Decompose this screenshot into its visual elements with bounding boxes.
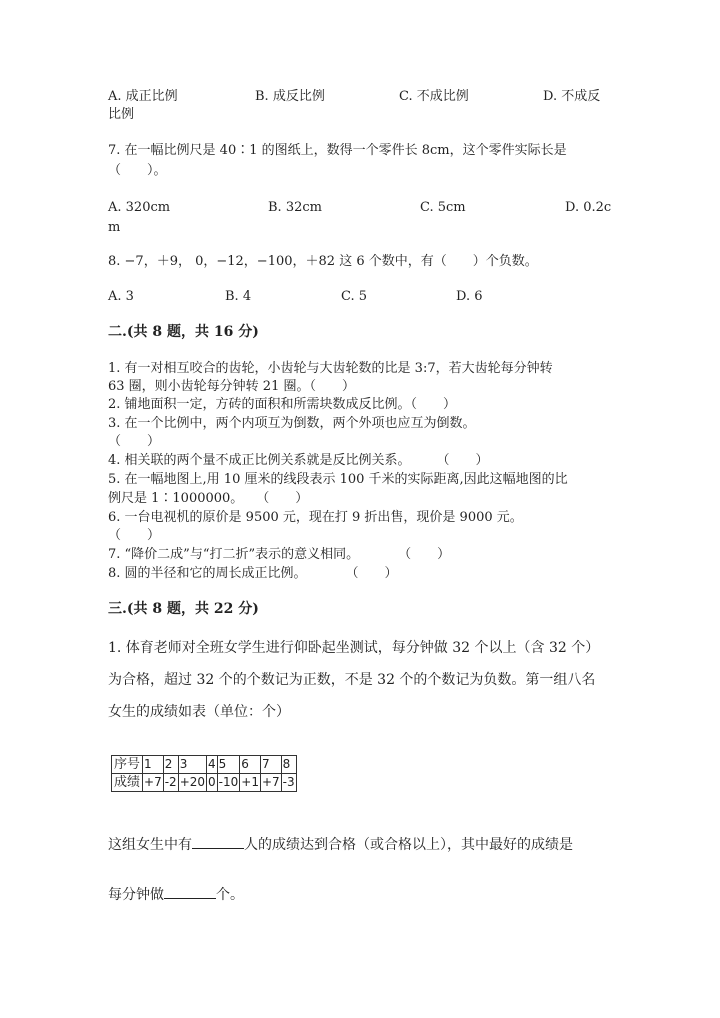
s2-line: 8. 圆的半径和它的周长成正比例。 （ ）	[108, 566, 398, 581]
q8-option-a: A. 3	[108, 289, 134, 304]
table-cell-number: 6	[240, 756, 261, 774]
table-cell-number: 5	[217, 756, 240, 774]
section2-title: 二.(共 8 题，共 16 分)	[108, 324, 259, 340]
s3-q1-fill-line2	[108, 884, 244, 905]
table-cell-number: 4	[207, 756, 218, 774]
table-cell-score: +1	[240, 774, 261, 792]
fill1-prefix: 这组女生中有	[108, 837, 192, 853]
s2-line: 例尺是 1∶1000000。 （ ）	[108, 491, 309, 506]
table-cell-score: +7	[260, 774, 281, 792]
s2-line: 2. 铺地面积一定，方砖的面积和所需块数成反比例。（ ）	[108, 397, 457, 412]
q6-option-c: C. 不成比例	[399, 89, 469, 104]
table-row	[112, 774, 297, 792]
q8-option-d: D. 6	[456, 289, 483, 304]
q8-option-b: B. 4	[225, 289, 252, 304]
q6-option-b: B. 成反比例	[255, 89, 325, 104]
s3-q1-fill-line1	[108, 834, 573, 855]
q6-option-d-wrap: 比例	[108, 107, 135, 122]
q7-option-d-wrap: m	[108, 220, 121, 235]
table-cell-score: 0	[207, 774, 218, 792]
table-cell-number: 8	[281, 756, 296, 774]
q6-option-a: A. 成正比例	[108, 89, 178, 104]
s2-line: 7. “降价二成”与“打二折”表示的意义相同。 （ ）	[108, 547, 451, 562]
s3-q1-line: 1. 体育老师对全班女学生进行仰卧起坐测试，每分钟做 32 个以上（含 32 个）	[108, 640, 600, 656]
table-cell-score: -3	[281, 774, 296, 792]
q7-option-a: A. 320cm	[108, 200, 171, 215]
s2-line: （ ）	[108, 434, 161, 449]
q6-option-d: D. 不成反	[543, 89, 601, 104]
answer-blank[interactable]	[164, 884, 216, 899]
table-cell-number: 7	[260, 756, 281, 774]
q7-stem-line2: （ ）。	[108, 163, 167, 178]
table-cell-number: 1	[143, 756, 164, 774]
fill2-suffix: 个。	[216, 887, 244, 903]
fill1-suffix: 人的成绩达到合格（或合格以上），其中最好的成绩是	[244, 837, 573, 853]
s2-line: 1. 有一对相互咬合的齿轮，小齿轮与大齿轮数的比是 3:7，若大齿轮每分钟转	[108, 361, 553, 376]
q7-stem-line1: 7. 在一幅比例尺是 40∶1 的图纸上，数得一个零件长 8cm，这个零件实际长是	[108, 143, 567, 158]
table-cell-number: 2	[163, 756, 178, 774]
q7-option-b: B. 32cm	[268, 200, 322, 215]
q8-option-c: C. 5	[341, 289, 368, 304]
table-row	[112, 756, 297, 774]
s2-line: 5. 在一幅地图上,用 10 厘米的线段表示 100 千米的实际距离,因此这幅地图的比	[108, 472, 568, 487]
table-cell-number: 3	[178, 756, 206, 774]
table-cell-score: +7	[143, 774, 164, 792]
table-cell-score: -10	[217, 774, 240, 792]
scores-table	[111, 755, 297, 792]
s3-q1-line: 为合格，超过 32 个的个数记为正数，不是 32 个的个数记为负数。第一组八名	[108, 672, 596, 688]
section3-title: 三.(共 8 题，共 22 分)	[108, 601, 259, 617]
s2-line: 4. 相关联的两个量不成正比例关系就是反比例关系。 （ ）	[108, 453, 489, 468]
fill2-prefix: 每分钟做	[108, 887, 164, 903]
table-header-label: 序号	[112, 756, 143, 774]
q7-option-d: D. 0.2c	[565, 200, 612, 215]
table-row-label: 成绩	[112, 774, 143, 792]
s3-q1-line: 女生的成绩如表（单位：个）	[108, 704, 290, 720]
q7-option-c: C. 5cm	[420, 200, 466, 215]
s2-line: 63 圈，则小齿轮每分钟转 21 圈。（ ）	[108, 379, 355, 394]
table-cell-score: -2	[163, 774, 178, 792]
q8-stem: 8. −7，＋9， 0，−12，−100，＋82 这 6 个数中，有（ ）个负数。	[108, 254, 538, 269]
s2-line: 3. 在一个比例中，两个内项互为倒数，两个外项也应互为倒数。	[108, 416, 476, 431]
answer-blank[interactable]	[192, 834, 244, 849]
s2-line: （ ）	[108, 528, 161, 543]
s2-line: 6. 一台电视机的原价是 9500 元，现在打 9 折出售，现价是 9000 元。	[108, 510, 523, 525]
table-cell-score: +20	[178, 774, 206, 792]
